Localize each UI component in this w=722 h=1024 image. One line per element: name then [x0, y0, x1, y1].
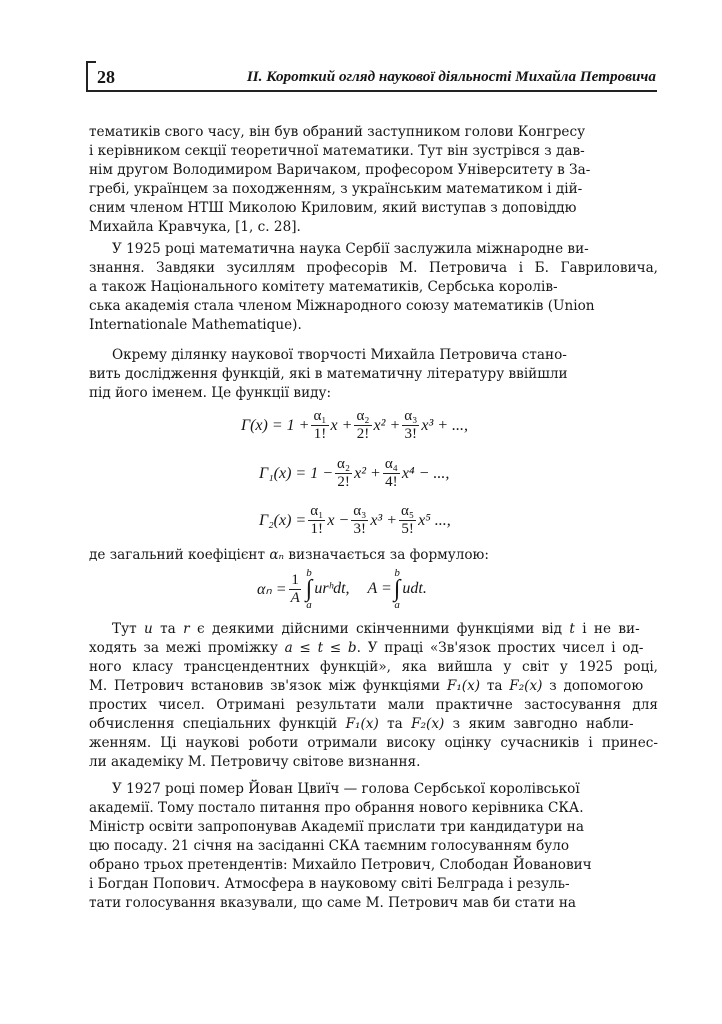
text-line: вить дослідження функцій, які в математичну літературу ввійшли [89, 366, 568, 382]
text-line: обрано трьох претендентів: Михайло Петрович, Слободан Йованович [89, 857, 592, 873]
text-line: гребі, українцем за походженням, з українським математиком і дій- [89, 181, 583, 197]
text-line: академії. Тому постало питання про обрання нового керівника СКА. [89, 800, 584, 816]
text-line: Тут u та r є деякими дійсними скінченними функціями від t і не ви- [112, 621, 640, 637]
text-line: сним членом НТШ Миколою Криловим, який виступав з доповіддю [89, 200, 577, 216]
text-line: Окрему ділянку наукової творчості Михайла Петровича стано- [112, 347, 567, 363]
text-line: тематиків свого часу, він був обраний заступником голови Конгресу [89, 124, 586, 140]
header-rule [86, 90, 657, 92]
text-line: обчислення спеціальних функцій F₁(x) та F₂(x) з яким завгодно набли- [89, 716, 634, 732]
text-line: простих чисел. Отримані результати мали практичне застосування для [89, 697, 658, 713]
text-line: цю посаду. 21 січня на засіданні СКА таємним голосуванням було [89, 838, 570, 854]
header-frame-left [86, 61, 88, 92]
text-line: У 1927 році помер Йован Цвиїч — голова Сербської королівської [112, 781, 580, 797]
text-line: Internationale Mathematique). [89, 317, 302, 333]
text-line: У 1925 році математична наука Сербії заслужила міжнародне ви- [112, 241, 589, 257]
text-line: ли академіку М. Петровичу світове визнання. [89, 754, 421, 770]
text-line: під його іменем. Це функції виду: [89, 385, 332, 401]
formula-gamma: Γ(x) = 1 + $\frac{\text{α₁}}{1!}$ x + $\frac{\text{α₂}}{2!}$ x² + $\frac{\text{α₃}}{3!}$ x³ + ..., [241, 408, 469, 442]
text-line: знання. Завдяки зусиллям професорів М. Петровича і Б. Гавриловича, [89, 260, 658, 276]
text-line: тати голосування вказували, що саме М. Петрович мав би стати на [89, 895, 577, 911]
text-line: М. Петрович встановив зв'язок між функціями F₁(x) та F₂(x) з допомогою [89, 678, 644, 694]
formula-gamma-2: Γ₂(x) = $\frac{\text{α₁}}{1!}$ x − $\frac{\text{α₃}}{3!}$ x³ + $\frac{\text{α₅}}{5!}$ x⁵ ..., [259, 503, 451, 537]
text-line: і Богдан Попович. Атмосфера в науковому світі Белграда і резуль- [89, 876, 570, 892]
text-line: ного класу трансцендентних функцій», яка вийшла у світ у 1925 році, [89, 659, 658, 675]
text-line: а також Національного комітету математиків, Сербська королів- [89, 279, 558, 295]
text-line: Міністр освіти запропонував Академії прислати три кандидатури на [89, 819, 584, 835]
text-line: нім другом Володимиром Варичаком, професором Університету в За- [89, 162, 591, 178]
text-line: ська академія стала членом Міжнародного союзу математиків (Union [89, 298, 595, 314]
header-frame-top [86, 61, 96, 63]
text-line: женням. Ці наукові роботи отримали високу оцінку сучасників і принес- [89, 735, 658, 751]
text-line: Михайла Кравчука, [1, с. 28]. [89, 219, 301, 235]
coefficient-line: де загальний коефіцієнт αₙ визначається за формулою: [89, 547, 489, 563]
text-line: і керівником секції теоретичної математики. Тут він зустрівся з дав- [89, 143, 585, 159]
formula-coefficient: αₙ = $\frac{1}{A}$ b ∫ a urʰdt, A = b ∫ a udt. [257, 567, 427, 611]
page-number: 28 [97, 67, 115, 87]
text-line: ходять за межі проміжку a ≤ t ≤ b. У праці «Зв'язок простих чисел і од- [89, 640, 644, 656]
formula-gamma-1: Γ₁(x) = 1 − $\frac{\text{α₂}}{2!}$ x² + $\frac{\text{α₄}}{4!}$ x⁴ − ..., [259, 456, 450, 490]
running-title: ІІ. Короткий огляд наукової діяльності Михайла Петровича [246, 68, 656, 85]
